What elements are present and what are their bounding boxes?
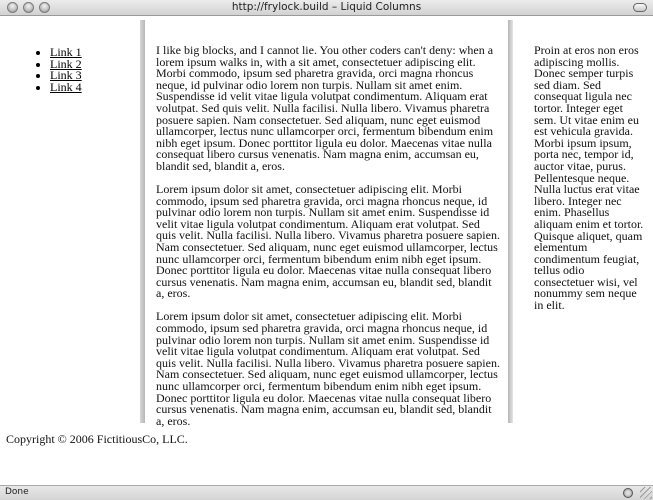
left-navigation-column: [0, 17, 140, 422]
main-paragraph-3: Lorem ipsum dolor sit amet, consectetuer adipiscing elit. Morbi commodo, ipsum sed pharetra gravida, orci magna rhoncus neque, id pulvinar odio lorem non turpis. Nullam sit amet enim. Suspendisse id velit vitae ligula volutpat condimentum. Aliquam erat volutpat. Sed quis velit. Nulla facilisi. Nulla libero. Vivamus pharetra posuere sapien. Nam consectetuer. Sed aliquam, nunc eget euismod ullamcorper, lectus nunc ullamcorper orci, fermentum bibendum enim nibh eget ipsum. Donec porttitor ligula eu dolor. Maecenas vitae nulla consequat libero cursus venenatis. Nam magna enim, accumsan eu, blandit sed, blandit a, eros.: [156, 309, 500, 428]
window-resize-grip[interactable]: [640, 487, 652, 499]
security-lock-icon[interactable]: [623, 488, 633, 498]
nav-link-3[interactable]: Link 3: [50, 68, 82, 82]
nav-link-list: [50, 47, 82, 93]
nav-link-1[interactable]: Link 1: [50, 45, 82, 59]
sidebar-paragraph: Proin at eros non eros adipiscing mollis. Donec semper turpis sed diam. Sed consequat ligula nec tortor. Integer eget sem. Ut vitae enim eu est vehicula gravida. Morbi ipsum ipsum, porta nec, tempor id, auctor vitae, purus. Pellentesque neque. Nulla luctus erat vitae libero. Integer nec enim. Phasellus aliquam enim et tortor. Quisque aliquet, quam elementum condimentum feugiat, tellus odio consectetuer wisi, vel nonummy sem neque in elit.: [534, 43, 644, 313]
nav-link-2[interactable]: Link 2: [50, 56, 82, 71]
page-content: [0, 17, 653, 482]
browser-status-bar: [0, 485, 653, 500]
nav-link-4[interactable]: Link 4: [50, 79, 82, 94]
status-text: Done: [5, 487, 29, 497]
main-content-column: [140, 20, 513, 428]
main-paragraph-1: I like big blocks, and I cannot lie. You other coders can't deny: when a lorem ipsum walks in, with a sit amet, consectetuer adipiscing elit. Morbi commodo, ipsum sed pharetra gravida, orci magna rhoncus neque, id pulvinar odio lorem non turpis. Nullam sit amet enim. Suspendisse id velit vitae ligula volutpat condimentum. Aliquam erat volutpat. Sed quis velit. Nulla facilisi. Nulla libero. Vivamus pharetra posuere sapien. Nam consectetuer. Sed aliquam, nunc eget euismod ullamcorper, lectus nunc ullamcorper orci, fermentum bibendum enim nibh eget ipsum. Donec porttitor ligula eu dolor. Maecenas vitae nulla consequat libero cursus venenatis. Nam magna enim, accumsan eu, blandit sed, blandit a, eros.: [156, 43, 494, 173]
copyright-text: Copyright © 2006 FictitiousCo, LLC.: [6, 432, 188, 446]
right-sidebar-column: [534, 45, 646, 312]
nav-list-item: [50, 79, 82, 94]
toolbar-toggle-button[interactable]: [633, 3, 647, 12]
main-paragraph-2: Lorem ipsum dolor sit amet, consectetuer adipiscing elit. Morbi commodo, ipsum sed pharetra gravida, orci magna rhoncus neque, id pulvinar odio lorem non turpis. Nullam sit amet enim. Suspendisse id velit vitae ligula volutpat condimentum. Aliquam erat volutpat. Sed quis velit. Nulla facilisi. Nulla libero. Vivamus pharetra posuere sapien. Nam consectetuer. Sed aliquam, nunc eget euismod ullamcorper, lectus nunc ullamcorper orci, fermentum bibendum enim nibh eget ipsum. Donec porttitor ligula eu dolor. Maecenas vitae nulla consequat libero cursus venenatis. Nam magna enim, accumsan eu, blandit sed, blandit a, eros.: [156, 182, 500, 301]
page-footer: [6, 432, 188, 447]
window-title: http://frylock.build – Liquid Columns: [231, 1, 422, 13]
window-titlebar: [0, 0, 653, 16]
